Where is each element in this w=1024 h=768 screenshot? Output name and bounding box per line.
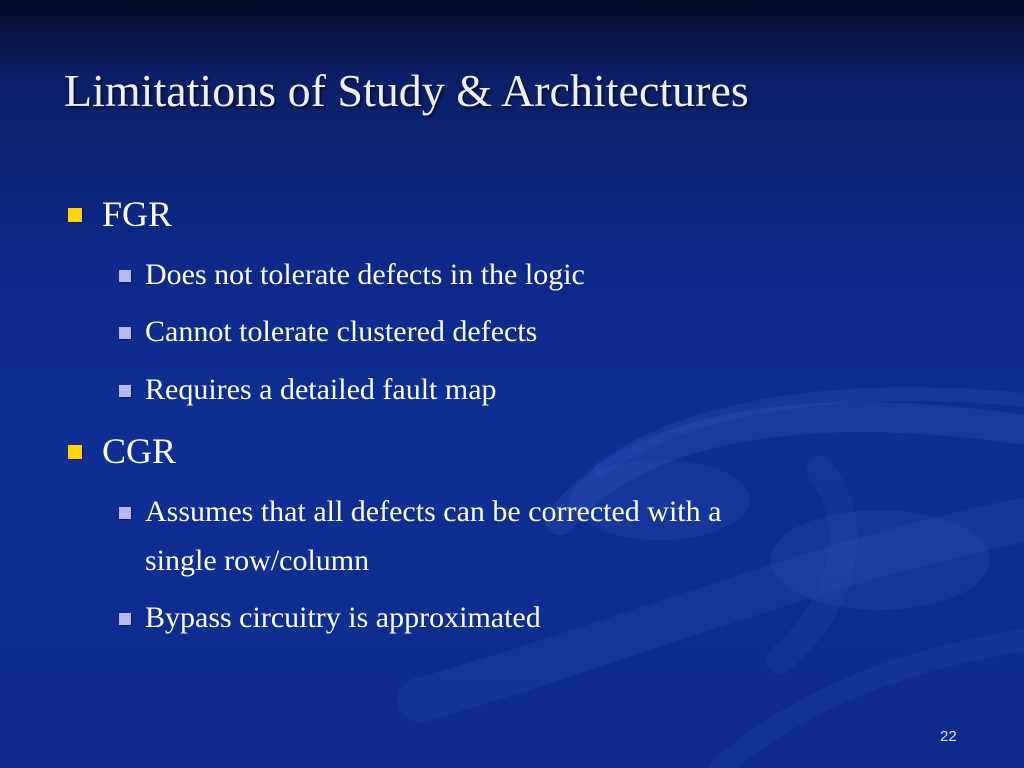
bullet-text: single row/column <box>145 544 370 577</box>
bullet-text: Does not tolerate defects in the logic <box>145 258 585 291</box>
bullet-text: Cannot tolerate clustered defects <box>145 315 538 348</box>
square-bullet-icon <box>119 385 131 397</box>
square-bullet-icon <box>119 507 131 519</box>
square-bullet-icon <box>119 613 131 625</box>
square-bullet-icon <box>68 445 82 459</box>
bullet-text: Requires a detailed fault map <box>145 373 497 406</box>
square-bullet-icon <box>68 208 82 222</box>
slide-page-number: 22 <box>940 728 957 745</box>
bullet-text: Assumes that all defects can be corrected with a <box>145 495 722 528</box>
slide-title: Limitations of Study & Architectures <box>64 65 749 116</box>
bullet-text: Bypass circuitry is approximated <box>145 601 541 634</box>
bullet-heading-cgr: CGR <box>102 431 177 471</box>
square-bullet-icon <box>119 270 131 282</box>
bullet-heading-fgr: FGR <box>102 194 173 234</box>
square-bullet-icon <box>119 327 131 339</box>
